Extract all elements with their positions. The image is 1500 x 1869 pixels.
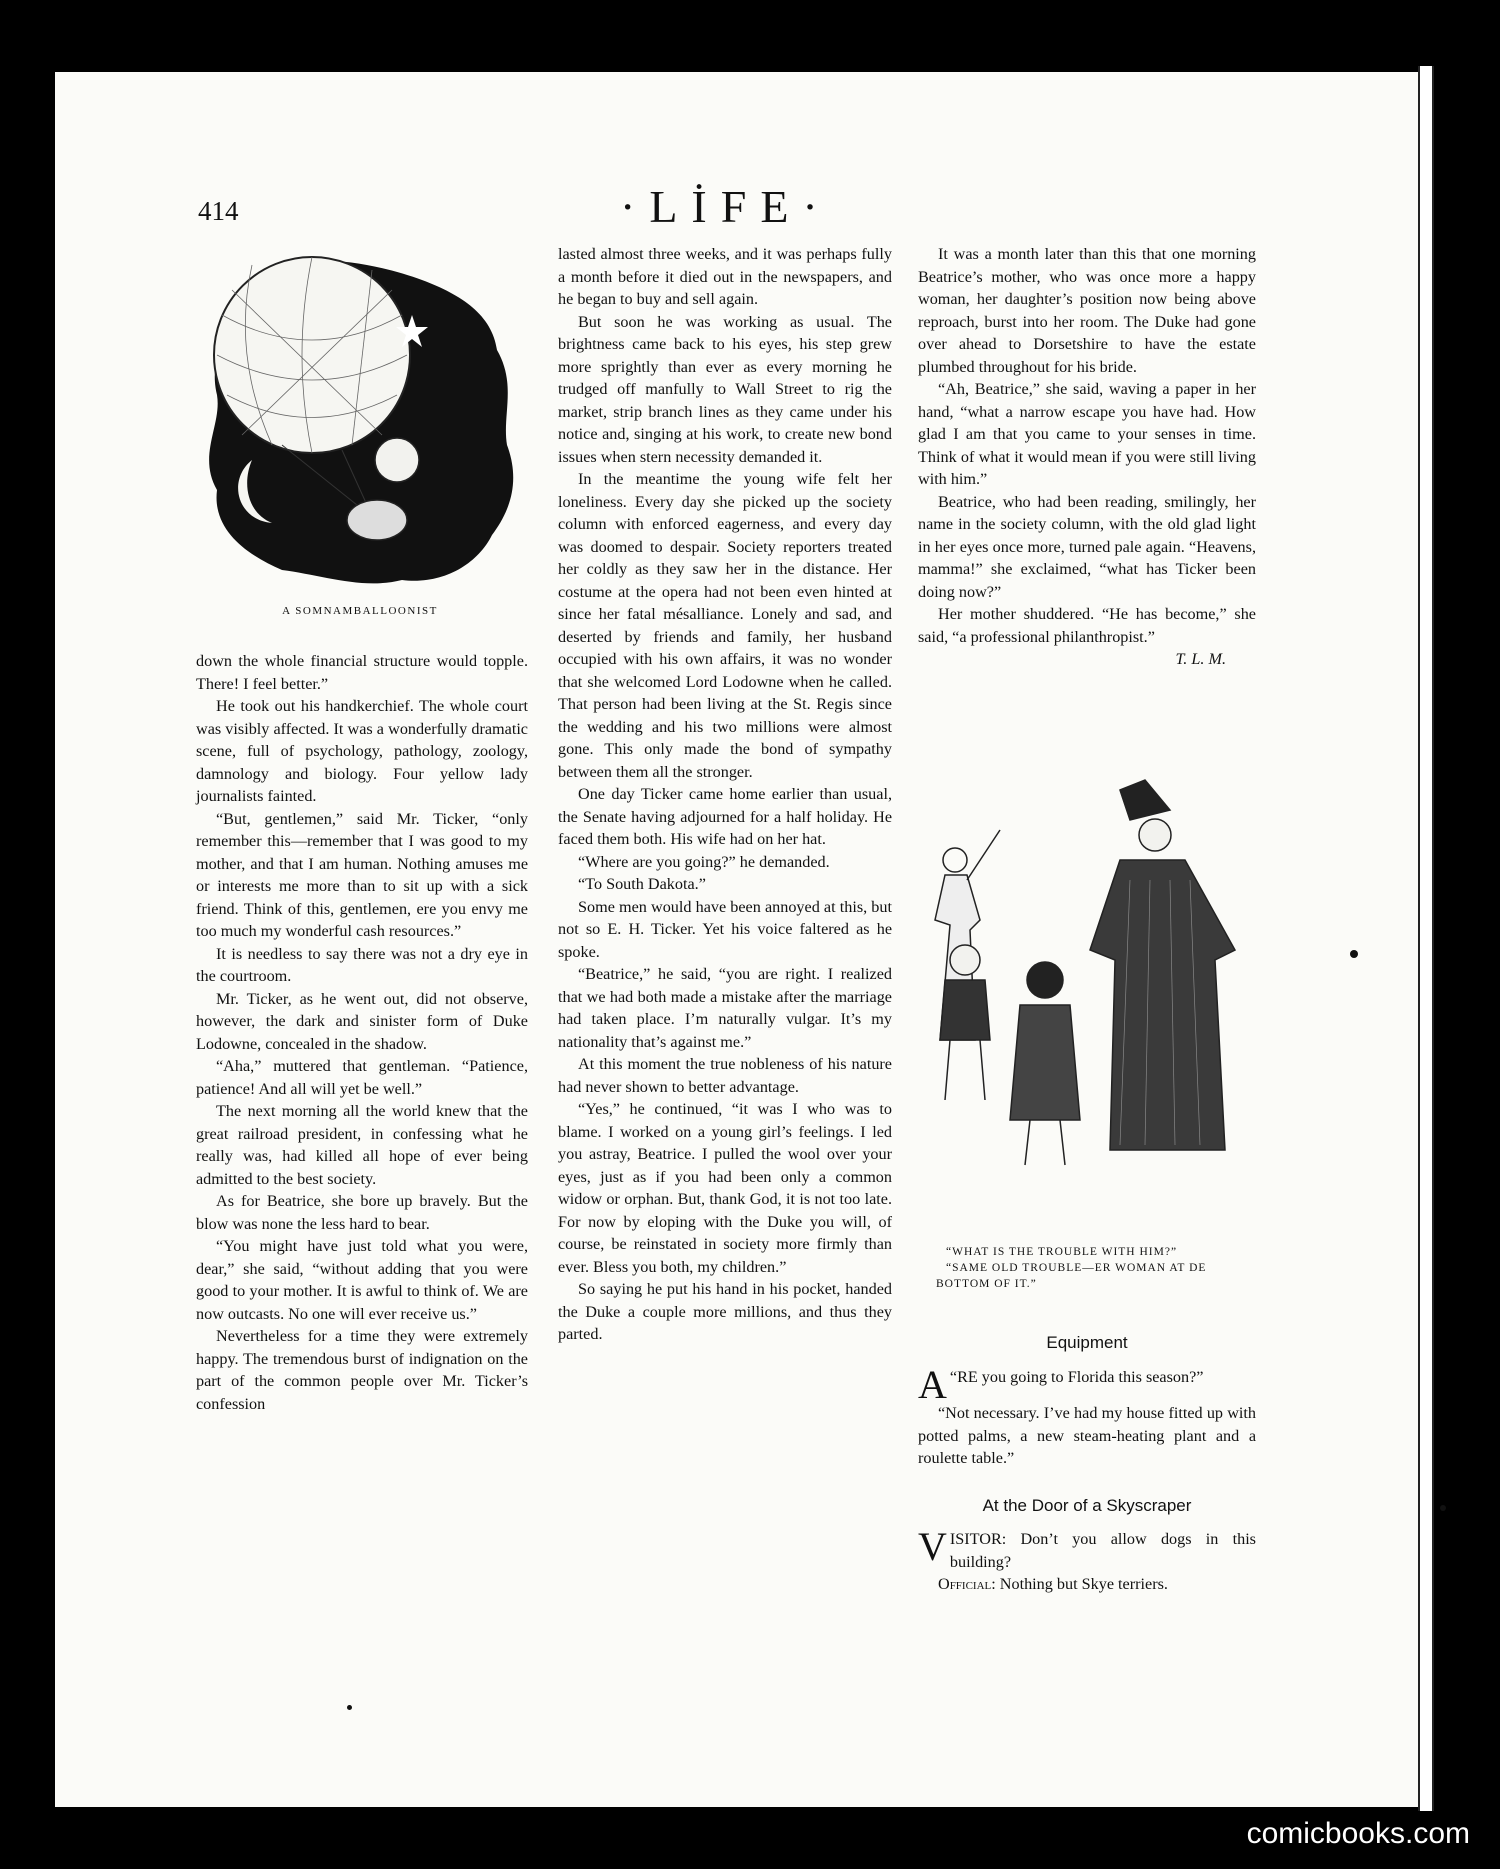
page-number: 414	[198, 196, 239, 226]
balloon-illustration	[192, 255, 527, 595]
sleeper-head	[375, 438, 419, 482]
equipment-text	[918, 1362, 1256, 1470]
text-column-2	[558, 243, 892, 1346]
text-column-3	[918, 243, 1256, 671]
equipment-question	[918, 1362, 1256, 1407]
caption-line-2: “SAME OLD TROUBLE—ER WOMAN AT DE BOTTOM OF IT.”	[936, 1262, 1207, 1290]
ink-speck	[1350, 950, 1358, 958]
tall-cloaked-woman	[1090, 780, 1235, 1150]
paragraph: He took out his handkerchief. The whole court was visibly affected. It was a wonderfully dramatic scene, full of psychology, pathology, zoology, damnology and biology. Four yellow lady journalists fainted.	[196, 697, 528, 805]
paragraph: The next morning all the world knew that the great railroad president, in confessing what he really was, had killed all hope of ever being admitted to the best society.	[196, 1102, 528, 1188]
family-illustration	[915, 770, 1255, 1200]
paragraph: One day Ticker came home earlier than usual, the Senate having adjourned for a half holiday. He faced them both. His wife had on her hat.	[558, 785, 892, 848]
boy-in-coat	[1010, 962, 1080, 1165]
skyscraper-text	[918, 1524, 1256, 1596]
balloon-caption: A SOMNAMBALLOONIST	[282, 605, 438, 617]
balloon-basket	[347, 500, 407, 540]
open-quote: “	[949, 1368, 958, 1386]
balloon-envelope	[214, 257, 410, 453]
equipment-question-text: RE you going to Florida this season?”	[957, 1368, 1204, 1386]
official-answer: Nothing but Skye terriers.	[995, 1575, 1168, 1593]
paragraph: As for Beatrice, she bore up bravely. But the blow was none the less hard to bear.	[196, 1192, 528, 1233]
official-label: Official:	[938, 1575, 996, 1593]
paragraph: down the whole financial structure would topple. There! I feel better.”	[196, 652, 528, 693]
paragraph: In the meantime the young wife felt her loneliness. Every day she picked up the society column with enforced eagerness, and every day was doomed to despair. Society reporters treated her coldly as they saw her in the distance. Her costume at the opera had not been even hinted at since her fatal mésalliance. Lonely and sad, and deserted by friends and family, her husband occupied with his own affairs, it was no wonder that she welcomed Lord Lodowne when he called. That person had been living at the St. Regis since the wedding and his two millions were almost gone. This only made the bond of sympathy between them all the stronger.	[558, 470, 892, 781]
ink-speck	[1440, 1505, 1446, 1511]
equipment-heading: Equipment	[1046, 1333, 1128, 1352]
author-signature: T. L. M.	[1175, 650, 1226, 668]
visitor-question: ISITOR: Don’t you allow dogs in this building?	[949, 1530, 1256, 1571]
skyscraper-heading: At the Door of a Skyscraper	[982, 1496, 1192, 1515]
paragraph: It is needless to say there was not a dry eye in the courtroom.	[196, 944, 528, 985]
visitor-line	[918, 1524, 1256, 1573]
caption-line-1: “WHAT IS THE TROUBLE WITH HIM?”	[946, 1246, 1178, 1258]
paragraph: Beatrice, who had been reading, smilingly, her name in the society column, with the old glad light in her eyes once more, turned pale again. “Heavens, mamma!” she exclaimed, “what has Ticker been doing now?”	[918, 492, 1256, 601]
paragraph: “You might have just told what you were, dear,” she said, “without adding that you were good to your mother. It is awful to think of. We are now outcasts. No one will ever receive us.”	[196, 1237, 528, 1323]
site-watermark: comicbooks.com	[1246, 1817, 1470, 1850]
paragraph: “Aha,” muttered that gentleman. “Patience, patience! And all will yet be well.”	[196, 1057, 528, 1098]
text-column-1	[196, 650, 528, 1415]
family-caption	[936, 1244, 1256, 1292]
paragraph: “Ah, Beatrice,” she said, waving a paper in her hand, “what a narrow escape you have had. How glad I am that you came to your senses in time. Think of what it would mean if you were still living with him.”	[918, 380, 1256, 488]
official-line	[918, 1573, 1256, 1596]
dropcap: V	[918, 1524, 947, 1569]
paragraph: At this moment the true nobleness of his nature had never shown to better advantage.	[558, 1055, 892, 1096]
dropcap: A	[918, 1362, 947, 1407]
paragraph: lasted almost three weeks, and it was perhaps fully a month before it died out in the newspapers, and he began to buy and sell again.	[558, 245, 892, 308]
paragraph: Her mother shuddered. “He has become,” she said, “a professional philanthropist.”	[918, 605, 1256, 646]
paragraph: But soon he was working as usual. The brightness came back to his eyes, his step grew more sprightly than ever as every morning he trudged off manfully to Wall Street to rig the market, strip branch lines as they came under his notice and, singing at his work, to create new bond issues when stern necessity demanded it.	[558, 312, 892, 466]
ink-speck	[347, 1705, 352, 1710]
masthead-title: ·LİFE·	[620, 181, 832, 232]
paragraph: “But, gentlemen,” said Mr. Ticker, “only remember this—remember that I was good to my mother, and that I am human. Nothing amuses me or interests me more than to sit up with a sick friend. Think of this, gentlemen, ere you envy me too much my wonderful cash resources.”	[196, 809, 528, 940]
page-spine	[1418, 66, 1434, 1811]
paragraph: “Where are you going?” he demanded.	[578, 852, 830, 871]
equipment-answer: “Not necessary. I’ve had my house fitted up with potted palms, a new steam-heating plant and a roulette table.”	[918, 1404, 1256, 1467]
paragraph: So saying he put his hand in his pocket, handed the Duke a couple more millions, and thus they parted.	[558, 1280, 892, 1343]
paragraph: It was a month later than this that one morning Beatrice’s mother, who was once more a happy woman, her daughter’s position now being above reproach, burst into her room. The Duke had gone over ahead to Dorsetshire to have the estate plumbed throughout for his bride.	[918, 245, 1256, 376]
paragraph: “To South Dakota.”	[578, 875, 706, 893]
paragraph: Mr. Ticker, as he went out, did not observe, however, the dark and sinister form of Duke Lodowne, concealed in the shadow.	[196, 989, 528, 1053]
paragraph: “Yes,” he continued, “it was I who was to blame. I worked on a young girl’s feelings. I led you astray, Beatrice. I pulled the wool over your eyes, just as if you had been only a common widow or orphan. But, thank God, it is not too late. For now by eloping with the Duke you will, of course, be reinstated in society more firmly than ever. Bless you both, my children.”	[558, 1100, 892, 1276]
paragraph: Nevertheless for a time they were extremely happy. The tremendous burst of indignation on the part of the common people over Mr. Ticker’s confession	[196, 1327, 528, 1413]
paragraph: “Beatrice,” he said, “you are right. I realized that we had both made a mistake after the marriage had taken place. I’m naturally vulgar. It’s my nationality that’s against me.”	[558, 965, 892, 1051]
paragraph: Some men would have been annoyed at this, but not so E. H. Ticker. Yet his voice faltered as he spoke.	[558, 897, 892, 961]
